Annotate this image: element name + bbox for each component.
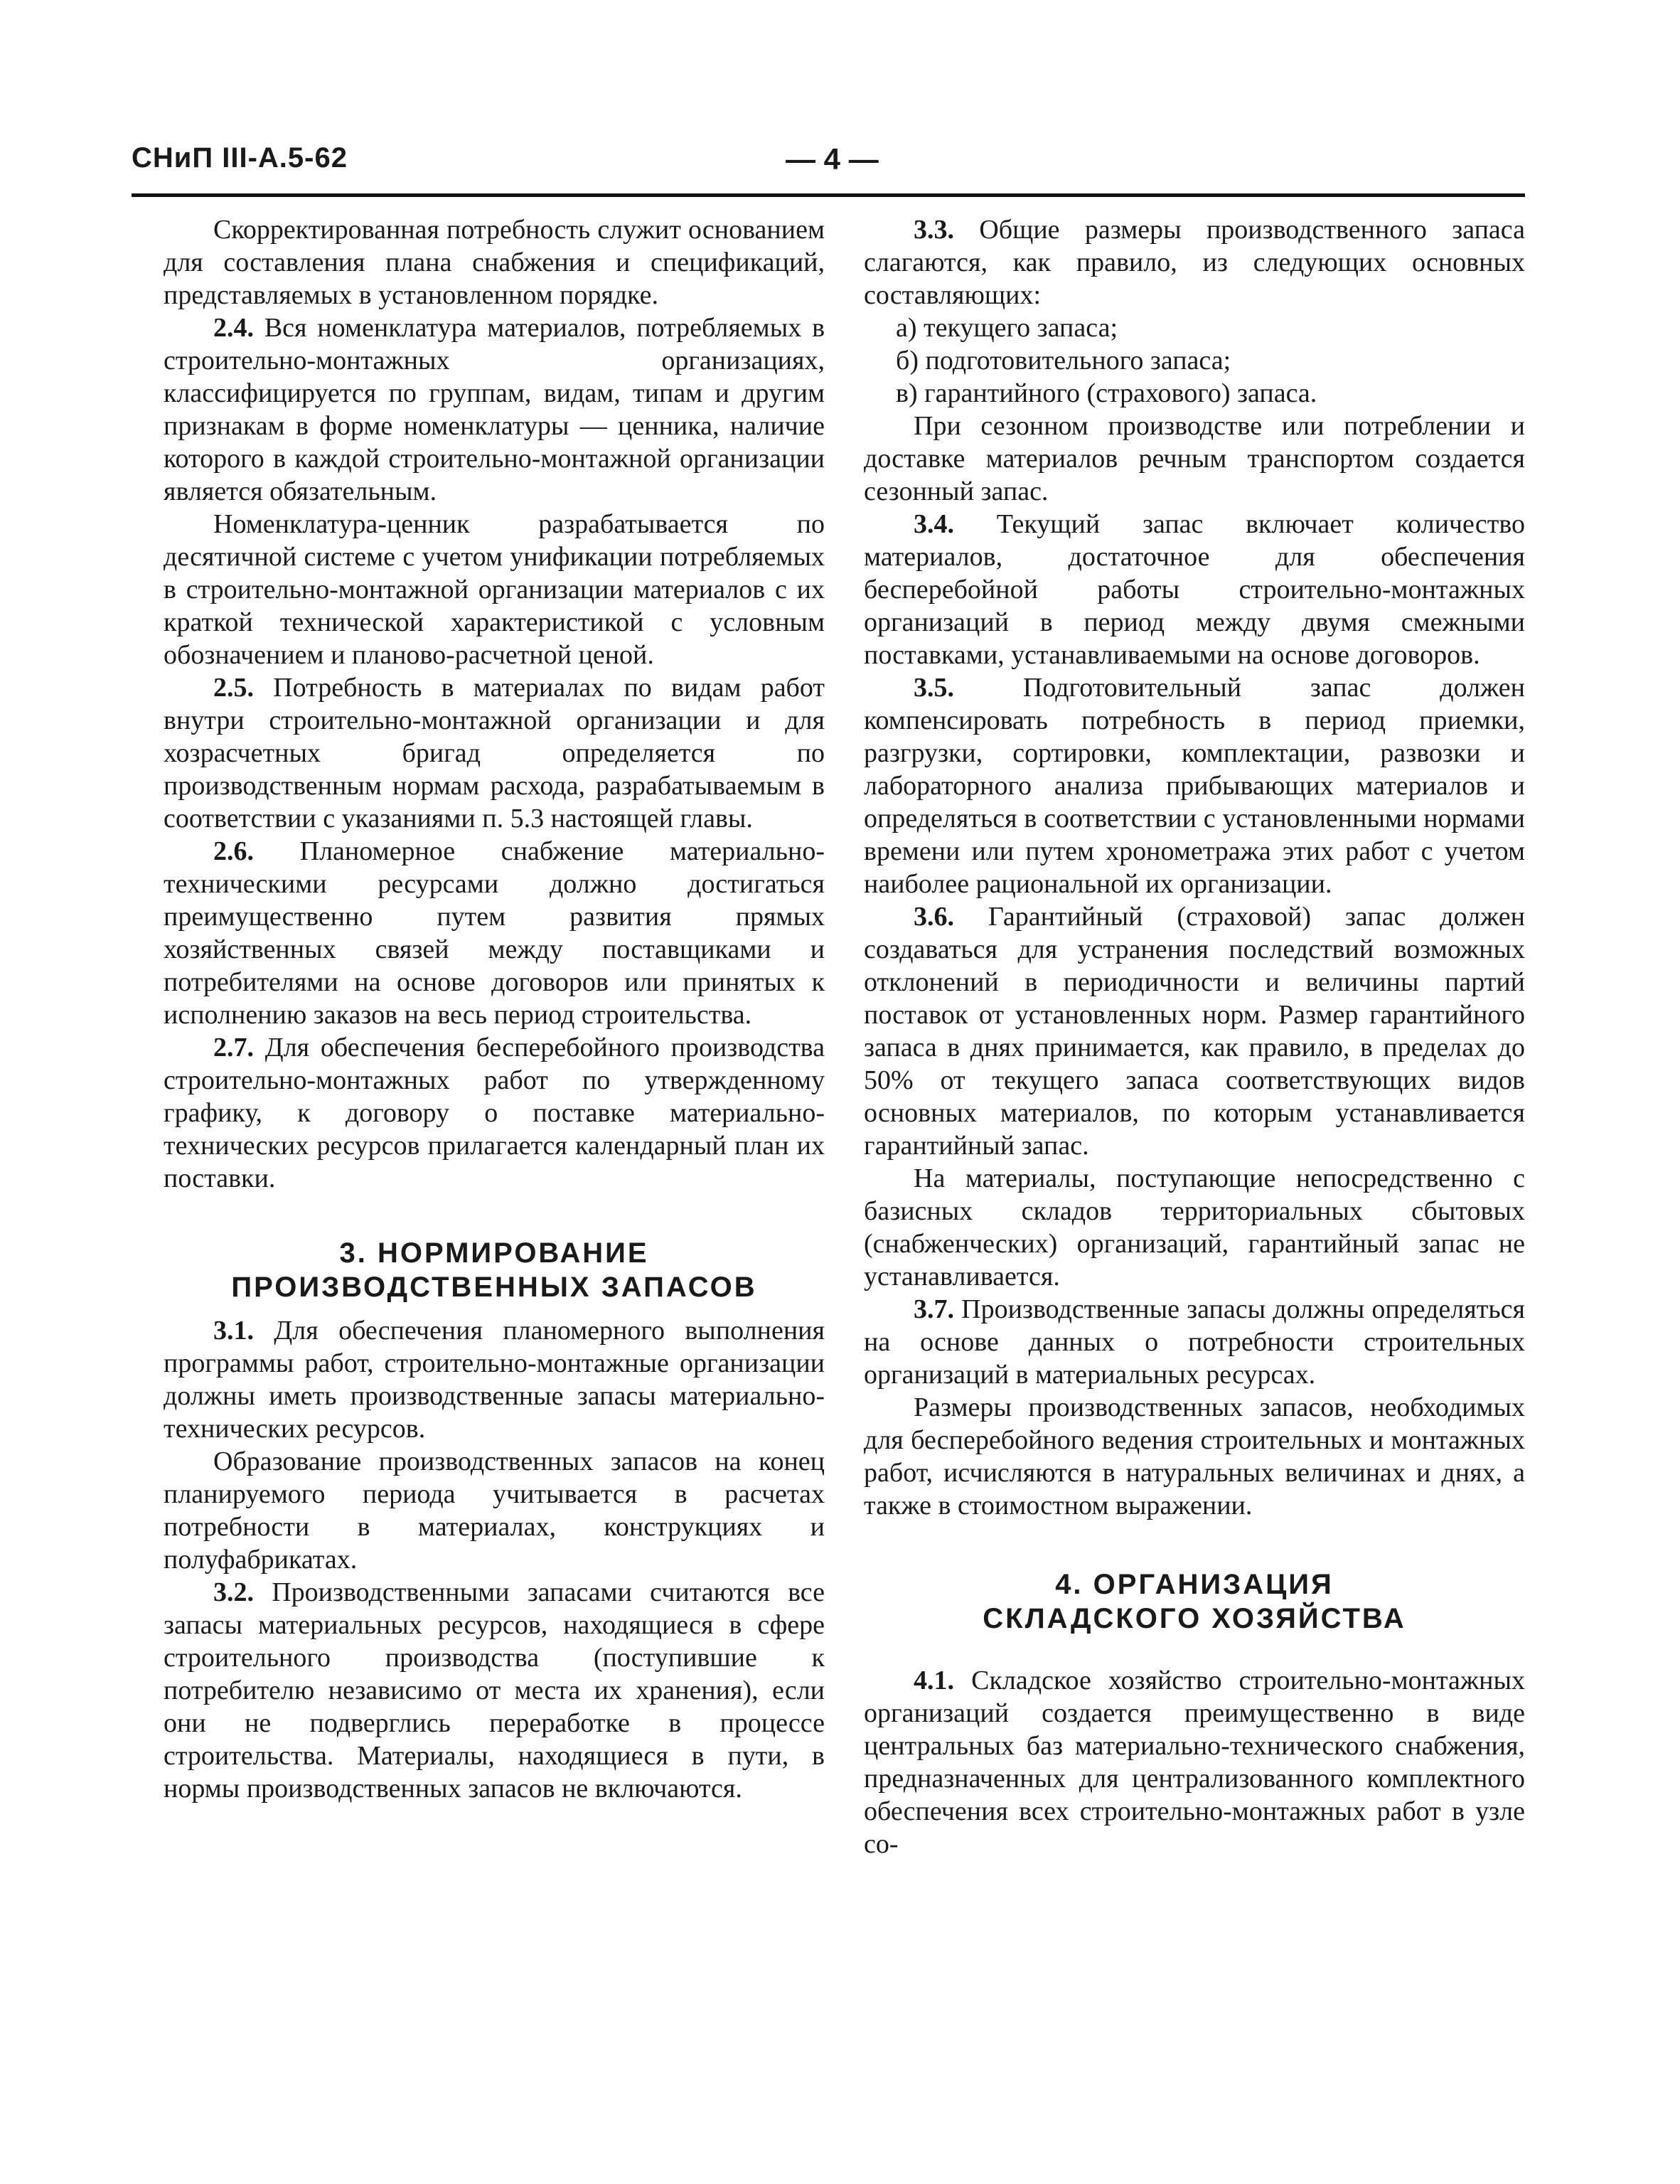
paragraph-text: Скорректированная потребность служит основанием для составления плана снабжения и спецификаций, представляемых в установленном порядке. [164,215,825,310]
section-3-title-line-2: ПРОИЗВОДСТВЕННЫХ ЗАПАСОВ [231,1272,757,1303]
clause-number: 3.3. [914,215,954,245]
paragraph-3-5 [864,671,1525,900]
paragraph-text: Потребность в материалах по видам работ внутри строительно-монтажной организации и для хозрасчетных бригад определяется по производственным нормам расхода, разрабатываемым в соответствии с указаниями п. 5.3 настоящей главы. [164,673,825,833]
paragraph-text: Для обеспечения планомерного выполнения программы работ, строительно-монтажные организации должны иметь производственные запасы материально-технических ресурсов. [164,1316,825,1444]
spacer [164,1304,825,1314]
paragraph-text: Планомерное снабжение материально-техническими ресурсами должно достигаться преимущественно путем развития прямых хозяйственных связей между поставщиками и потребителями на основе договоров или принятых к исполнению заказов на весь период строительства. [164,836,825,1030]
clause-number: 3.5. [914,673,954,703]
clause-number: 3.1. [213,1316,254,1346]
paragraph-text: При сезонном производстве или потреблении и доставке материалов речным транспортом создается сезонный запас. [864,411,1525,506]
list-item: б) подготовительного запаса; [896,346,1231,375]
paragraph-text: Вся номенклатура материалов, потребляемых в строительно-монтажных организациях, классифицируется по группам, видам, типам и другим признакам в форме номенклатуры — ценника, наличие которого в каждой строительно-монтажной организации является обязательным. [164,313,825,506]
paragraph-text: На материалы, поступающие непосредственно с базисных складов территориальных сбытовых (снабженческих) организаций, гарантийный запас не устанавливается. [864,1163,1525,1291]
spacer [164,1195,825,1236]
paragraph-3-1 [164,1314,825,1445]
paragraph-4-1 [864,1664,1525,1860]
clause-number: 2.5. [213,673,254,703]
paragraph-text: Общие размеры производственного запаса слагаются, как правило, из следующих основных составляющих: [864,215,1525,310]
list-item: а) текущего запаса; [896,313,1118,343]
paragraph-3-2 [164,1576,825,1805]
clause-number: 3.2. [213,1577,254,1607]
spacer [864,1522,1525,1567]
paragraph-text: Складское хозяйство строительно-монтажных организаций создается преимущественно в виде центральных баз материально-технического снабжения, предназначенных для централизованного комплектного обеспечения всех строительно-монтажных работ в узле со- [864,1666,1526,1859]
list-item: в) гарантийного (страхового) запаса. [896,378,1317,408]
paragraph-text: Подготовительный запас должен компенсировать потребность в период приемки, разгрузки, сортировки, комплектации, развозки и лабораторного анализа прибывающих материалов и определяться в соответствии с установленными нормами времени или путем хронометража этих работ с учетом наиболее рациональной их организации. [864,673,1525,899]
section-4-title-line-2: СКЛАДСКОГО ХОЗЯЙСТВА [983,1603,1406,1634]
clause-number: 4.1. [914,1666,954,1695]
spacer [864,1636,1525,1664]
paragraph-text: Гарантийный (страховой) запас должен создаваться для устранения последствий возможных отклонений в периодичности и величины партий поставок от установленных норм. Размер гарантийного запаса в днях принимается, как правило, в пределах до 50% от текущего запаса соответствующих видов основных материалов, по которым устанавливается гарантийный запас. [864,902,1526,1161]
page-number: — 4 — [786,142,879,176]
clause-number: 2.6. [213,836,254,866]
paragraph-3-6 [864,900,1525,1162]
clause-number: 3.4. [914,509,954,539]
paragraph-text: Текущий запас включает количество материалов, достаточное для обеспечения бесперебойной работы строительно-монтажных организаций в период между двумя смежными поставками, устанавливаемыми на основе договоров. [864,509,1526,670]
paragraph-text: Производственные запасы должны определяться на основе данных о потребности строительных организаций в материальных ресурсах. [864,1294,1526,1390]
paragraph [864,1162,1525,1293]
paragraph [864,1391,1525,1522]
section-3-title-line-1: 3. НОРМИРОВАНИЕ [339,1237,649,1269]
clause-number: 3.7. [914,1294,954,1324]
paragraph-2-7 [164,1031,825,1195]
document-code: СНиП III-А.5-62 [132,142,348,174]
paragraph-3-7 [864,1293,1525,1391]
page-header [132,142,1525,185]
paragraph-2-6 [164,835,825,1031]
paragraph-2-5 [164,671,825,835]
paragraph-text: Размеры производственных запасов, необходимых для бесперебойного ведения строительных и монтажных работ, исчисляются в натуральных величинах и днях, а также в стоимостном выражении. [864,1392,1525,1520]
clause-number: 3.6. [914,902,954,932]
paragraph-2-4 [164,311,825,508]
section-4-title-line-1: 4. ОРГАНИЗАЦИЯ [1055,1569,1334,1600]
right-column [864,213,1525,1860]
paragraph-text: Производственными запасами считаются все запасы материальных ресурсов, находящиеся в сфере строительного производства (поступившие к потребителю независимо от места их хранения), если они не подверглись переработке в процессе строительства. Материалы, находящиеся в пути, в нормы производственных запасов не включаются. [164,1577,825,1804]
left-column [164,213,825,1805]
header-rule [132,193,1525,197]
paragraph-text: Номенклатура-ценник разрабатывается по десятичной системе с учетом унификации потребляемых в строительно-монтажной организации материалов с их краткой технической характеристикой с условным обозначением и планово-расчетной ценой. [164,509,825,670]
clause-number: 2.7. [213,1033,254,1062]
paragraph-3-3 [864,213,1525,311]
paragraph [164,213,825,311]
clause-number: 2.4. [213,313,254,343]
paragraph [164,1445,825,1576]
paragraph-3-4 [864,508,1525,671]
paragraph-text: Образование производственных запасов на конец планируемого периода учитывается в расчетах потребности в материалах, конструкциях и полуфабрикатах. [164,1447,825,1575]
paragraph-text: Для обеспечения бесперебойного производства строительно-монтажных работ по утвержденному графику, к договору о поставке материально-технических ресурсов прилагается календарный план их поставки. [164,1033,825,1193]
paragraph [164,508,825,671]
paragraph [864,410,1525,508]
